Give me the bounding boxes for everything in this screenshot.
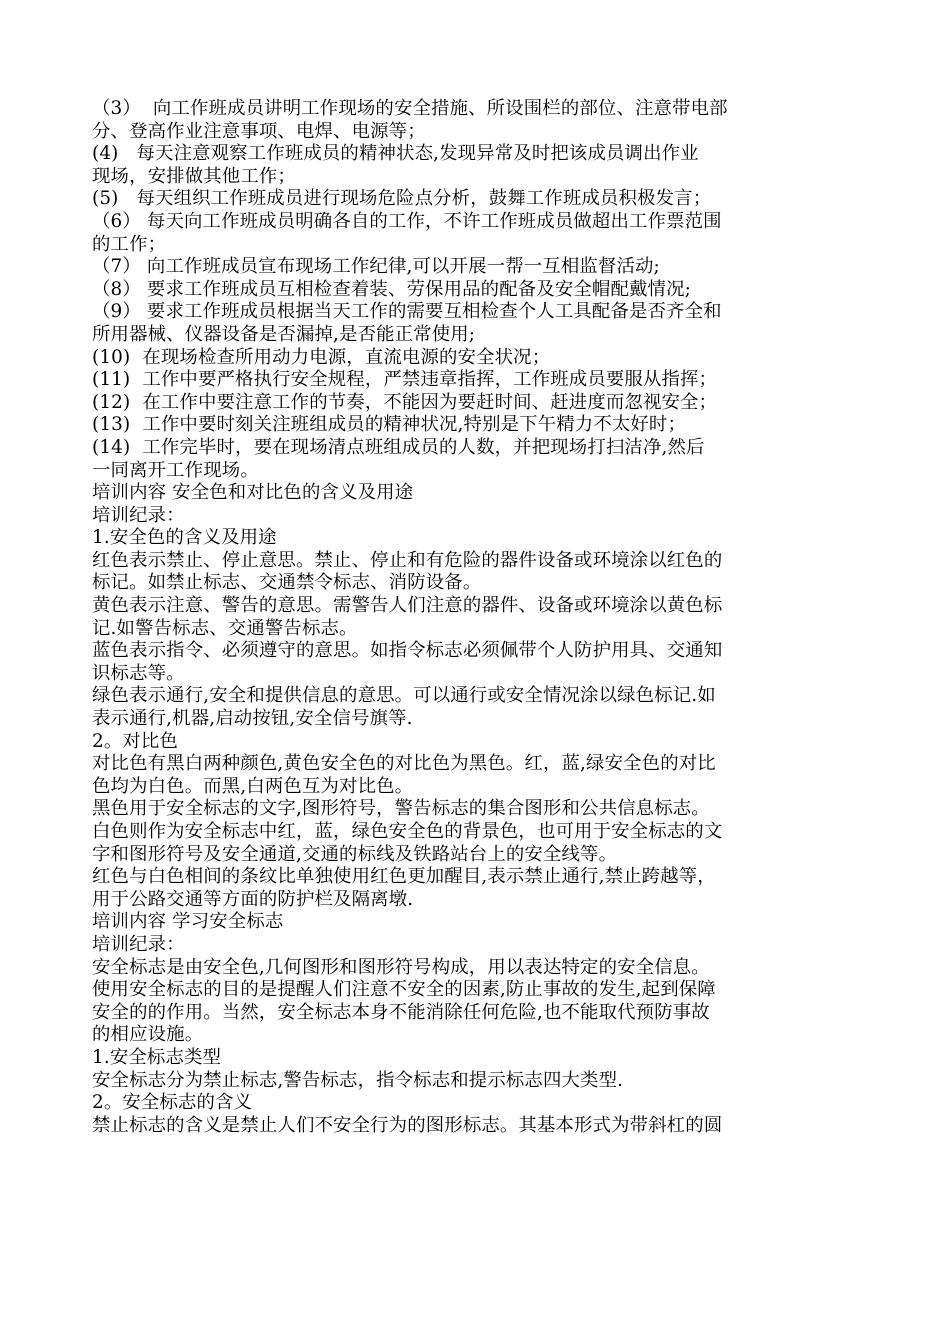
text-line: 安全标志是由安全色,几何图形和图形符号构成，用以表达特定的安全信息。 [92, 956, 710, 978]
text-line: 培训纪录： [92, 933, 185, 955]
text-line: 标记。如禁止标志、交通禁令标志、消防设备。 [92, 572, 482, 594]
text-line: 绿色表示通行,安全和提供信息的意思。可以通行或安全情况涂以绿色标记.如 [92, 685, 716, 707]
text-line: 白色则作为安全标志中红，蓝，绿色安全色的背景色，也可用于安全标志的文 [92, 821, 723, 842]
document-page [92, 98, 862, 1137]
section-heading: 培训内容 安全色和对比色的含义及用途 [92, 482, 414, 504]
text-line: (11) 工作中要严格执行安全规程，严禁违章指挥，工作班成员要服从指挥； [92, 369, 718, 391]
text-line: （7） 向工作班成员宣布现场工作纪律,可以开展一帮一互相监督活动; [92, 256, 660, 278]
text-line: (4) 每天注意观察工作班成员的精神状态,发现异常及时把该成员调出作业 [92, 143, 699, 165]
text-line: 红色与白色相间的条纹比单独使用红色更加醒目,表示禁止通行,禁止跨越等， [92, 866, 716, 888]
text-line: （9） 要求工作班成员根据当天工作的需要互相检查个人工具配备是否齐全和 [92, 301, 722, 323]
text-line: 的相应设施。 [92, 1024, 204, 1046]
text-line: 用于公路交通等方面的防护栏及隔离墩. [92, 888, 414, 910]
text-line: 安全标志分为禁止标志,警告标志，指令标志和提示标志四大类型. [92, 1069, 624, 1091]
text-line: 黑色用于安全标志的文字,图形符号，警告标志的集合图形和公共信息标志。 [92, 798, 710, 820]
text-line: （6） 每天向工作班成员明确各自的工作，不许工作班成员做超出工作票范围 [92, 210, 722, 232]
text-line: 使用安全标志的目的是提醒人们注意不安全的因素,防止事故的发生,起到保障 [92, 979, 716, 1001]
text-line: （8） 要求工作班成员互相检查着装、劳保用品的配备及安全帽配戴情况; [92, 278, 691, 300]
text-line: 一同离开工作现场。 [92, 459, 259, 481]
text-line: 安全的的作用。当然，安全标志本身不能消除任何危险,也不能取代预防事故 [92, 1001, 710, 1023]
text-line: 所用器械、仪器设备是否漏掉,是否能正常使用; [92, 323, 476, 345]
text-line: 蓝色表示指令、必须遵守的意思。如指令标志必须佩带个人防护用具、交通知 [92, 640, 723, 662]
text-line: 的工作； [92, 233, 167, 255]
text-line: 黄色表示注意、警告的意思。需警告人们注意的器件、设备或环境涂以黄色标 [92, 595, 723, 617]
text-line: 禁止标志的含义是禁止人们不安全行为的图形标志。其基本形式为带斜杠的圆 [92, 1114, 723, 1136]
text-line: 字和图形符号及安全通道,交通的标线及铁路站台上的安全线等。 [92, 843, 618, 865]
section-heading: 培训内容 学习安全标志 [92, 911, 284, 933]
text-line: (12) 在工作中要注意工作的节奏，不能因为要赶时间、赶进度而忽视安全； [92, 391, 718, 413]
text-line: 色均为白色。而黑,白两色互为对比色。 [92, 775, 414, 797]
text-line: 培训纪录： [92, 504, 185, 526]
text-line: (10) 在现场检查所用动力电源，直流电源的安全状况； [92, 346, 551, 368]
text-line: (5) 每天组织工作班成员进行现场危险点分析，鼓舞工作班成员积极发言； [92, 188, 712, 210]
text-line: （3） 向工作班成员讲明工作现场的安全措施、所设围栏的部位、注意带电部 [92, 98, 728, 119]
text-line: 红色表示禁止、停止意思。禁止、停止和有危险的器件设备或环境涂以红色的 [92, 549, 723, 571]
text-line: 1.安全色的含义及用途 [92, 527, 277, 549]
text-line: 对比色有黑白两种颜色,黄色安全色的对比色为黑色。红，蓝,绿安全色的对比 [92, 753, 716, 775]
text-line: 分、登高作业注意事项、电焊、电源等； [92, 120, 426, 142]
text-line: 记.如警告标志、交通警告标志。 [92, 617, 358, 639]
text-line: 表示通行,机器,启动按钮,安全信号旗等. [92, 708, 413, 730]
text-line: (13) 工作中要时刻关注班组成员的精神状况,特别是下午精力不太好时； [92, 414, 687, 436]
text-line: 现场，安排做其他工作； [92, 165, 296, 187]
text-line: 1.安全标志类型 [92, 1046, 222, 1068]
text-line: (14) 工作完毕时，要在现场清点班组成员的人数，并把现场打扫洁净,然后 [92, 436, 705, 458]
text-line: 2。对比色 [92, 730, 179, 752]
text-line: 识标志等。 [92, 662, 185, 684]
text-line: 2。安全标志的含义 [92, 1092, 253, 1114]
